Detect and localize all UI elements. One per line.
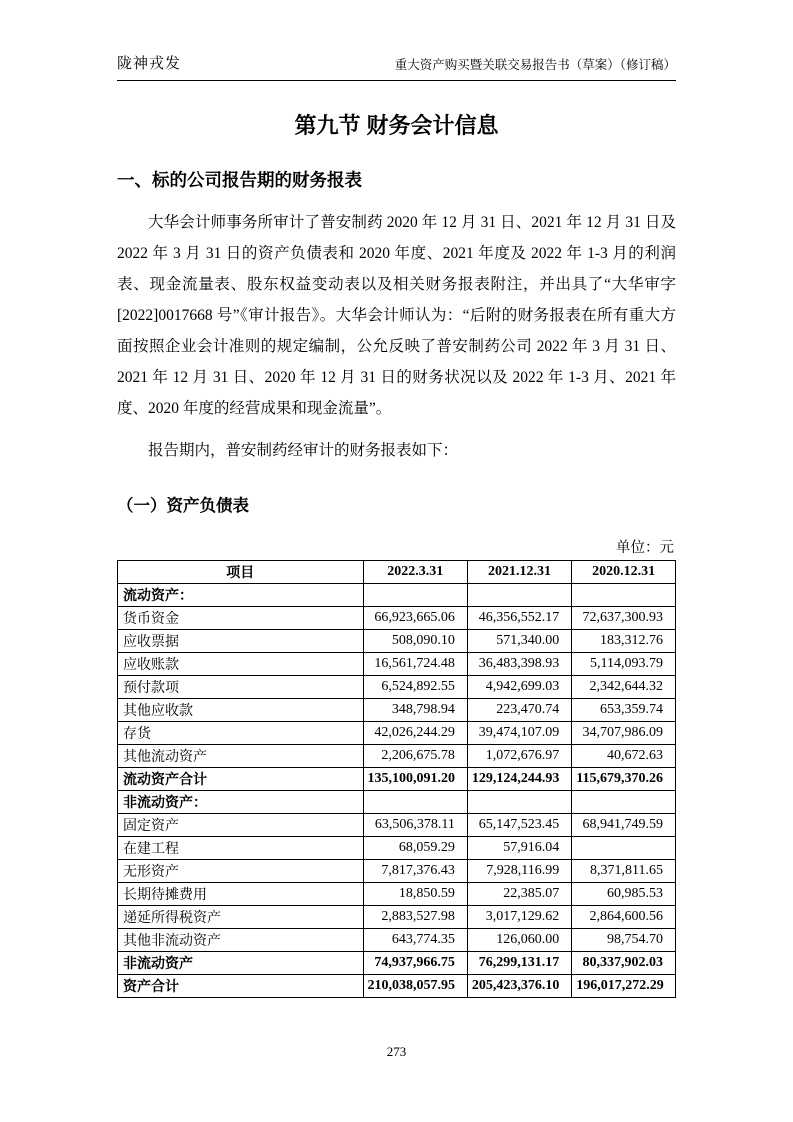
- cell-value: 7,817,376.43: [363, 860, 467, 883]
- cell-value: 2,206,675.78: [363, 745, 467, 768]
- cell-value: 8,371,811.65: [572, 860, 676, 883]
- cell-value: 63,506,378.11: [363, 814, 467, 837]
- row-label: 非流动资产：: [118, 791, 364, 814]
- cell-value: 40,672.63: [572, 745, 676, 768]
- cell-value: 508,090.10: [363, 630, 467, 653]
- balance-sheet-table: [117, 560, 676, 998]
- row-label: 长期待摊费用: [118, 883, 364, 906]
- cell-value: 571,340.00: [467, 630, 571, 653]
- section-heading: 一、标的公司报告期的财务报表: [117, 170, 362, 190]
- row-label: 递延所得税资产: [118, 906, 364, 929]
- row-label: 资产合计: [118, 975, 364, 998]
- chapter-title: 第九节 财务会计信息: [294, 113, 499, 138]
- cell-value: 129,124,244.93: [467, 768, 571, 791]
- cell-value: [572, 791, 676, 814]
- column-header: 2020.12.31: [572, 561, 676, 584]
- cell-value: 6,524,892.55: [363, 676, 467, 699]
- row-label: 货币资金: [118, 607, 364, 630]
- cell-value: 57,916.04: [467, 837, 571, 860]
- column-header: 2021.12.31: [467, 561, 571, 584]
- table-row: [118, 722, 676, 745]
- table-row: [118, 975, 676, 998]
- table-header-row: [118, 561, 676, 584]
- cell-value: 3,017,129.62: [467, 906, 571, 929]
- cell-value: [467, 791, 571, 814]
- row-label: 其他非流动资产: [118, 929, 364, 952]
- cell-value: [572, 584, 676, 607]
- cell-value: 76,299,131.17: [467, 952, 571, 975]
- table-row: [118, 676, 676, 699]
- page-number: 273: [386, 1044, 407, 1059]
- table-row: [118, 860, 676, 883]
- cell-value: [363, 791, 467, 814]
- cell-value: 5,114,093.79: [572, 653, 676, 676]
- row-label: 流动资产合计: [118, 768, 364, 791]
- cell-value: 65,147,523.45: [467, 814, 571, 837]
- cell-value: 115,679,370.26: [572, 768, 676, 791]
- row-label: 流动资产：: [118, 584, 364, 607]
- cell-value: 2,864,600.56: [572, 906, 676, 929]
- cell-value: 80,337,902.03: [572, 952, 676, 975]
- row-label: 应收票据: [118, 630, 364, 653]
- cell-value: 643,774.35: [363, 929, 467, 952]
- row-label: 其他流动资产: [118, 745, 364, 768]
- cell-value: 68,059.29: [363, 837, 467, 860]
- row-label: 其他应收款: [118, 699, 364, 722]
- row-label: 应收账款: [118, 653, 364, 676]
- cell-value: 72,637,300.93: [572, 607, 676, 630]
- subsection-heading: （一）资产负债表: [117, 497, 249, 515]
- header-report-title: 重大资产购买暨关联交易报告书（草案）（修订稿）: [394, 58, 676, 72]
- row-label: 无形资产: [118, 860, 364, 883]
- cell-value: [363, 584, 467, 607]
- cell-value: [572, 837, 676, 860]
- cell-value: 2,342,644.32: [572, 676, 676, 699]
- table-row: [118, 768, 676, 791]
- table-row: [118, 745, 676, 768]
- row-label: 固定资产: [118, 814, 364, 837]
- cell-value: 60,985.53: [572, 883, 676, 906]
- cell-value: 98,754.70: [572, 929, 676, 952]
- cell-value: 126,060.00: [467, 929, 571, 952]
- audit-paragraph: 大华会计师事务所审计了普安制药 2020 年 12 月 31 日、2021 年 12 月 31 日及 2022 年 3 月 31 日的资产负债表和 2020 年度、2021 年度及 2022 年 1-3 月的利润表、现金流量表、股东权益变动表以及相关财务报表附注，并出具了“大华审字[2022]0017668 号”《审计报告》。大华会计师认为：“后附的财务报表在所有重大方面按照企业会计准则的规定编制，公允反映了普安制药公司 2022 年 3 月 31 日、2021 年 12 月 31 日、2020 年 12 月 31 日的财务状况以及 2022 年 1-3 月、2021 年度、2020 年度的经营成果和现金流量”。: [117, 214, 676, 417]
- row-label: 预付款项: [118, 676, 364, 699]
- cell-value: 18,850.59: [363, 883, 467, 906]
- cell-value: 196,017,272.29: [572, 975, 676, 998]
- table-row: [118, 883, 676, 906]
- intro-paragraph: 报告期内，普安制药经审计的财务报表如下：: [148, 442, 459, 459]
- cell-value: 22,385.07: [467, 883, 571, 906]
- cell-value: 7,928,116.99: [467, 860, 571, 883]
- cell-value: 205,423,376.10: [467, 975, 571, 998]
- unit-label: 单位：元: [616, 540, 674, 556]
- cell-value: 46,356,552.17: [467, 607, 571, 630]
- column-header: 2022.3.31: [363, 561, 467, 584]
- table-row: [118, 929, 676, 952]
- table-row: [118, 791, 676, 814]
- page-header: [117, 52, 676, 81]
- cell-value: 2,883,527.98: [363, 906, 467, 929]
- cell-value: 348,798.94: [363, 699, 467, 722]
- cell-value: 135,100,091.20: [363, 768, 467, 791]
- row-label: 在建工程: [118, 837, 364, 860]
- table-row: [118, 906, 676, 929]
- cell-value: 1,072,676.97: [467, 745, 571, 768]
- cell-value: 34,707,986.09: [572, 722, 676, 745]
- cell-value: [467, 584, 571, 607]
- table-row: [118, 699, 676, 722]
- cell-value: 66,923,665.06: [363, 607, 467, 630]
- table-row: [118, 630, 676, 653]
- cell-value: 68,941,749.59: [572, 814, 676, 837]
- table-row: [118, 837, 676, 860]
- cell-value: 653,359.74: [572, 699, 676, 722]
- row-label: 存货: [118, 722, 364, 745]
- table-row: [118, 952, 676, 975]
- cell-value: 183,312.76: [572, 630, 676, 653]
- table-row: [118, 653, 676, 676]
- cell-value: 4,942,699.03: [467, 676, 571, 699]
- cell-value: 210,038,057.95: [363, 975, 467, 998]
- header-company-name: 陇神戎发: [117, 56, 182, 72]
- table-row: [118, 607, 676, 630]
- cell-value: 223,470.74: [467, 699, 571, 722]
- table-row: [118, 814, 676, 837]
- column-header: 项目: [118, 561, 364, 584]
- cell-value: 42,026,244.29: [363, 722, 467, 745]
- table-row: [118, 584, 676, 607]
- cell-value: 39,474,107.09: [467, 722, 571, 745]
- row-label: 非流动资产: [118, 952, 364, 975]
- cell-value: 74,937,966.75: [363, 952, 467, 975]
- cell-value: 16,561,724.48: [363, 653, 467, 676]
- cell-value: 36,483,398.93: [467, 653, 571, 676]
